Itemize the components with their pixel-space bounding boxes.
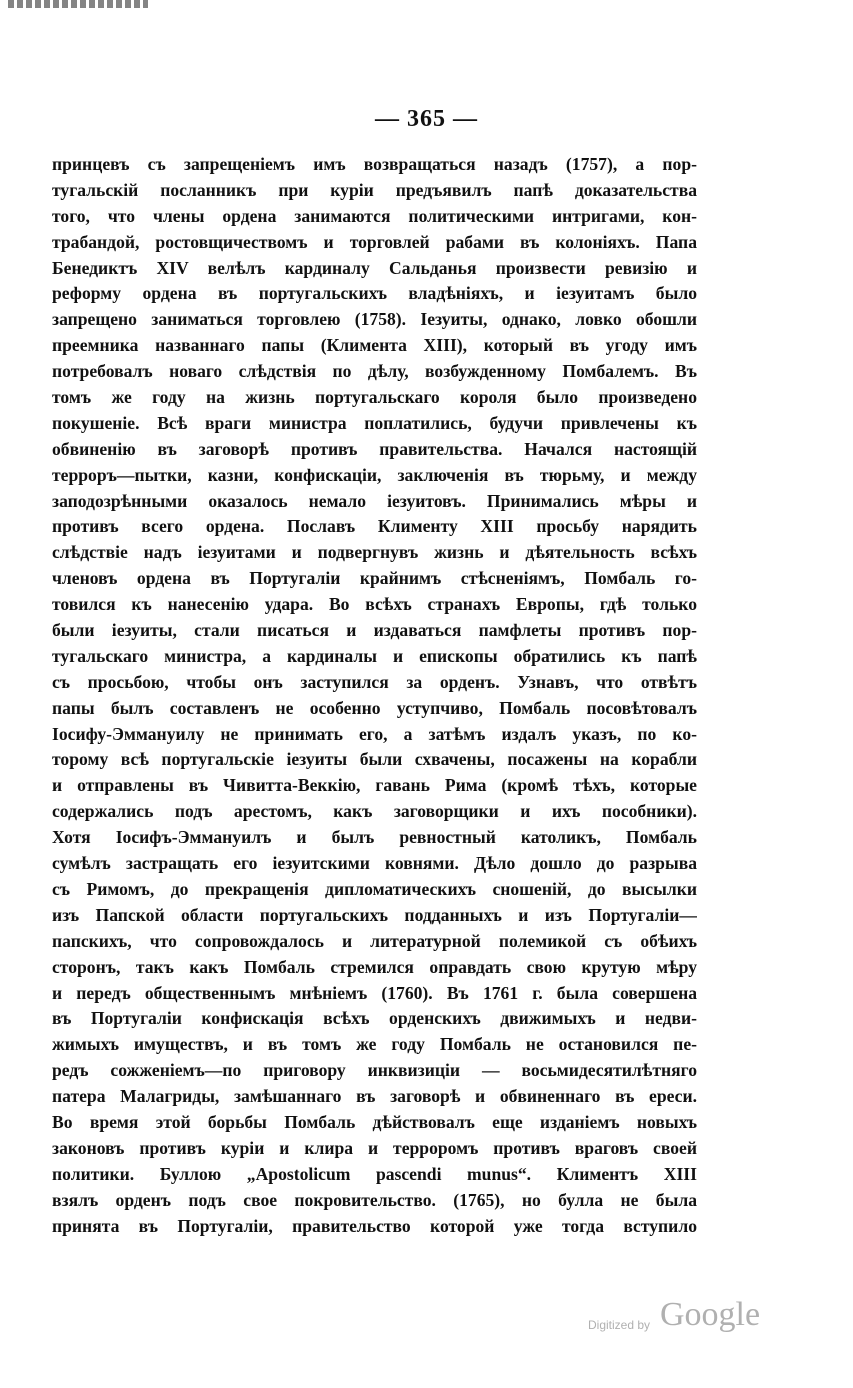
text-line: запрещено заниматься торговлею (1758). Іезуиты, однако, ловко обошли xyxy=(52,309,697,330)
text-line: сумѣлъ застращать его іезуитскими ковнями. Дѣло дошло до разрыва xyxy=(52,853,697,874)
text-line: заподозрѣнными оказалось немало іезуитовъ. Принимались мѣры и xyxy=(52,490,697,511)
text-line: и отправлены въ Чивитта-Веккію, гавань Рима (кромѣ тѣхъ, которые xyxy=(52,775,697,796)
text-line: обвиненію въ заговорѣ противъ правительства. Начался настоящій xyxy=(52,438,697,459)
text-line: реформу ордена въ португальскихъ владѣніяхъ, и іезуитамъ было xyxy=(52,283,697,304)
text-line: папы былъ составленъ не особенно уступчиво, Помбаль посовѣтовалъ xyxy=(52,697,697,718)
text-line: съ Римомъ, до прекращенія дипломатическихъ сношеній, до высылки xyxy=(52,878,697,899)
scan-artifact xyxy=(8,0,148,8)
text-line: терроръ—пытки, казни, конфискаціи, заключенія въ тюрьму, и между xyxy=(52,464,697,485)
text-line: и передъ общественнымъ мнѣніемъ (1760). Въ 1761 г. была совершена xyxy=(52,982,697,1003)
text-line: изъ Папской области португальскихъ подданныхъ и изъ Португаліи— xyxy=(52,904,697,925)
text-line: противъ всего ордена. Пославъ Клименту XIII просьбу нарядить xyxy=(52,516,697,537)
text-line: Хотя Іосифъ-Эммануилъ и былъ ревностный католикъ, Помбаль xyxy=(52,827,697,848)
text-line: папскихъ, что сопровождалось и литературной полемикой съ обѣихъ xyxy=(52,930,697,951)
text-line: Бенедиктъ XIV велѣлъ кардиналу Сальданья произвести ревизію и xyxy=(52,257,697,278)
text-line: трабандой, ростовщичествомъ и торговлей рабами въ колоніяхъ. Папа xyxy=(52,231,697,252)
text-line: редъ сожженіемъ—по приговору инквизиціи — восьмидесятилѣтняго xyxy=(52,1060,697,1081)
body-text xyxy=(52,152,697,1239)
text-line: взялъ орденъ подъ свое покровительство. (1765), но булла не была xyxy=(52,1189,697,1210)
text-line: торому всѣ португальскіе іезуиты были схвачены, посажены на корабли xyxy=(52,749,697,770)
watermark-small-text: Digitized by xyxy=(588,1318,651,1332)
text-line: были іезуиты, стали писаться и издаваться памфлеты противъ пор- xyxy=(52,620,697,641)
text-line: Во время этой борьбы Помбаль дѣйствовалъ еще изданіемъ новыхъ xyxy=(52,1111,697,1132)
text-line: членовъ ордена въ Португаліи крайнимъ стѣсненіямъ, Помбаль го- xyxy=(52,568,697,589)
page-number: — 365 — xyxy=(375,106,478,132)
text-line: въ Португаліи конфискація всѣхъ орденскихъ движимыхъ и недви- xyxy=(52,1008,697,1029)
text-line: товился къ нанесенію удара. Во всѣхъ странахъ Европы, гдѣ только xyxy=(52,594,697,615)
text-line: политики. Буллою „Apostolicum pascendi munus“. Климентъ XIII xyxy=(52,1163,697,1184)
text-line: съ просьбою, чтобы онъ заступился за орденъ. Узнавъ, что отвѣтъ xyxy=(52,671,697,692)
text-line: потребовалъ новаго слѣдствія по дѣлу, возбужденному Помбалемъ. Въ xyxy=(52,361,697,382)
text-line: томъ же году на жизнь португальскаго короля было произведено xyxy=(52,387,697,408)
text-line: преемника названнаго папы (Климента XIII), который въ угоду имъ xyxy=(52,335,697,356)
text-line: патера Малагриды, замѣшаннаго въ заговорѣ и обвиненнаго въ ереси. xyxy=(52,1086,697,1107)
text-line: принята въ Португаліи, правительство которой уже тогда вступило xyxy=(52,1215,697,1236)
google-logo: Google xyxy=(660,1296,761,1333)
text-line: того, что члены ордена занимаются политическими интригами, кон- xyxy=(52,205,697,226)
text-line: покушеніе. Всѣ враги министра поплатились, будучи привлечены къ xyxy=(52,412,697,433)
text-line: Іосифу-Эммануилу не принимать его, а затѣмъ издалъ указъ, по ко- xyxy=(52,723,697,744)
text-line: содержались подъ арестомъ, какъ заговорщики и ихъ пособники). xyxy=(52,801,697,822)
digitized-watermark xyxy=(588,1296,768,1340)
text-line: тугальскій посланникъ при куріи предъявилъ папѣ доказательства xyxy=(52,179,697,200)
text-line: законовъ противъ куріи и клира и терроромъ противъ враговъ своей xyxy=(52,1137,697,1158)
text-line: сторонъ, такъ какъ Помбаль стремился оправдать свою крутую мѣру xyxy=(52,956,697,977)
text-line: жимыхъ имуществъ, и въ томъ же году Помбаль не остановился пе- xyxy=(52,1034,697,1055)
text-line: принцевъ съ запрещеніемъ имъ возвращаться назадъ (1757), а пор- xyxy=(52,154,697,174)
text-line: тугальскаго министра, а кардиналы и епископы обратились къ папѣ xyxy=(52,645,697,666)
text-line: слѣдствіе надъ іезуитами и подвергнувъ жизнь и дѣятельность всѣхъ xyxy=(52,542,697,563)
